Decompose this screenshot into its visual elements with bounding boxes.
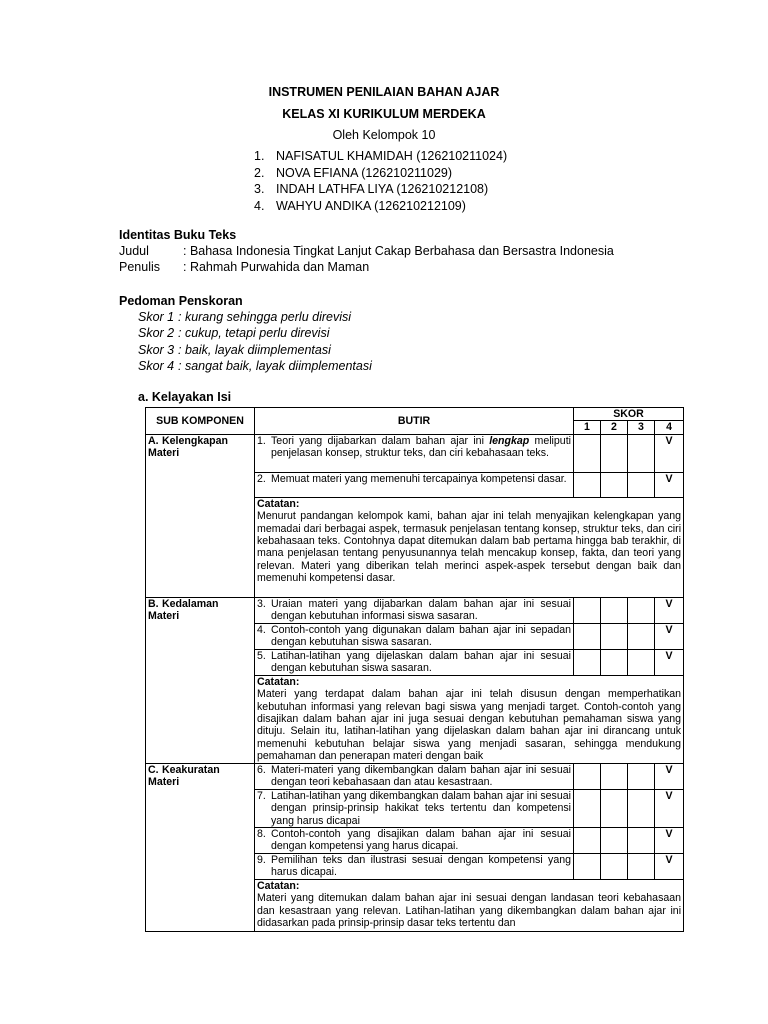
document-title: INSTRUMEN PENILAIAN BAHAN AJAR — [268, 85, 500, 99]
score-mark: V — [655, 789, 684, 827]
skor-3: 3 — [628, 421, 655, 434]
catatan-cell: Catatan: Materi yang terdapat dalam bahan ajar ini telah disusun dengan memperhatikan kebutuhan informasi yang relevan bagi siswa yang menjadi target. Contoh-contoh yang disajikan dalam bahan ajar ini juga sesuai dengan kebutuhan pemahaman siswa yang dituju. Selain itu, latihan-latihan yang dijelaskan dalam bahan ajar ini dirancang untuk memenuhi kebutuhan belajar siswa yang menjadi sasaran, sehingga mendukung pemahaman dan penerapan materi dengan baik — [255, 675, 684, 763]
score-mark: V — [655, 854, 684, 880]
score-mark: V — [655, 828, 684, 854]
score-item: Skor 3 : baik, layak diimplementasi — [138, 342, 331, 357]
member-item: 3. INDAH LATHFA LIYA (126210212108) — [254, 182, 489, 196]
score-mark: V — [655, 434, 684, 472]
sub-komponen-b: B. Kedalaman Materi — [146, 597, 255, 763]
score-mark: V — [655, 597, 684, 623]
butir-cell: 8. Contoh-contoh yang disajikan dalam bahan ajar ini sesuai dengan kompetensi yang harus dicapai. — [255, 828, 574, 854]
col-sub-komponen: SUB KOMPONEN — [146, 408, 255, 435]
score-item: Skor 2 : cukup, tetapi perlu direvisi — [138, 326, 330, 341]
butir-cell: 6. Materi-materi yang dikembangkan dalam bahan ajar ini sesuai dengan teori kebahasaan dan atau kesastraan. — [255, 763, 574, 789]
table-row — [146, 434, 684, 472]
butir-cell: 7. Latihan-latihan yang dikembangkan dalam bahan ajar ini sesuai dengan prinsip-prinsip hakikat teks tertentu dan kompetensi yang harus dicapai — [255, 789, 574, 827]
butir-cell: 3. Uraian materi yang dijabarkan dalam bahan ajar ini sesuai dengan kebutuhan informasi siswa sasaran. — [255, 597, 574, 623]
document-subtitle: KELAS XI KURIKULUM MERDEKA — [282, 107, 486, 121]
score-item: Skor 1 : kurang sehingga perlu direvisi — [138, 310, 352, 324]
table-row — [146, 597, 684, 623]
member-item: 1. NAFISATUL KHAMIDAH (126210211024) — [254, 149, 508, 163]
score-mark: V — [655, 623, 684, 649]
section-a-heading: a. Kelayakan Isi — [138, 390, 232, 404]
butir-cell: 9. Pemilihan teks dan ilustrasi sesuai dengan kompetensi yang harus dicapai. — [255, 854, 574, 880]
sub-komponen-c: C. Keakuratan Materi — [146, 763, 255, 931]
penulis-row: Penulis : Rahmah Purwahida dan Maman — [119, 260, 370, 274]
catatan-cell: Catatan: Menurut pandangan kelompok kami, bahan ajar ini telah menyajikan kelengkapan yang memadai dari berbagai aspek, termasuk penjelasan tentang konsep, struktur teks, dan ciri kebahasaan teks. Contohnya dapat ditemukan dalam bab pertama hingga bab terakhir, di mana penjelasan tentang penyusunannya telah mencakup konsep, fakta, dan teori yang relevan. Materi yang diberikan telah merinci aspek-aspek tersebut dengan baik dan memenuhi kompetensi dasar. — [255, 497, 684, 597]
skor-4: 4 — [655, 421, 684, 434]
rubric-table — [145, 407, 684, 932]
butir-cell: 5. Latihan-latihan yang dijelaskan dalam bahan ajar ini sesuai dengan kebutuhan siswa sasaran. — [255, 649, 574, 675]
catatan-cell: Catatan: Materi yang ditemukan dalam bahan ajar ini sesuai dengan landasan teori kebahasaan dan kesastraan yang relevan. Latihan-latihan yang dikembangkan dalam bahan ajar ini didasarkan pada prinsip-prinsip dasar teks tertentu dan — [255, 880, 684, 932]
col-butir: BUTIR — [255, 408, 574, 435]
score-mark: V — [655, 649, 684, 675]
skor-2: 2 — [601, 421, 628, 434]
pedoman-heading: Pedoman Penskoran — [119, 294, 243, 308]
sub-komponen-a: A. Kelengkapan Materi — [146, 434, 255, 597]
butir-cell: 1. Teori yang dijabarkan dalam bahan ajar ini lengkap meliputi penjelasan konsep, struktur teks, dan ciri kebahasaan teks. — [255, 434, 574, 472]
score-item: Skor 4 : sangat baik, layak diimplementasi — [138, 358, 372, 373]
skor-1: 1 — [574, 421, 601, 434]
member-item: 2. NOVA EFIANA (126210211029) — [254, 165, 453, 180]
identitas-heading: Identitas Buku Teks — [119, 228, 237, 242]
group-label: Oleh Kelompok 10 — [332, 128, 436, 142]
member-item: 4. WAHYU ANDIKA (126210212109) — [254, 198, 466, 213]
col-skor: SKOR — [574, 408, 684, 421]
member-list — [254, 148, 507, 214]
judul-row: Judul : Bahasa Indonesia Tingkat Lanjut Cakap Berbahasa dan Bersastra Indonesia — [119, 244, 614, 258]
score-guide — [138, 309, 372, 374]
table-row — [146, 763, 684, 789]
score-mark: V — [655, 472, 684, 497]
score-mark: V — [655, 763, 684, 789]
butir-cell: 4. Contoh-contoh yang digunakan dalam bahan ajar ini sepadan dengan kebutuhan siswa sasaran. — [255, 623, 574, 649]
butir-cell: 2. Memuat materi yang memenuhi tercapainya kompetensi dasar. — [255, 472, 574, 497]
